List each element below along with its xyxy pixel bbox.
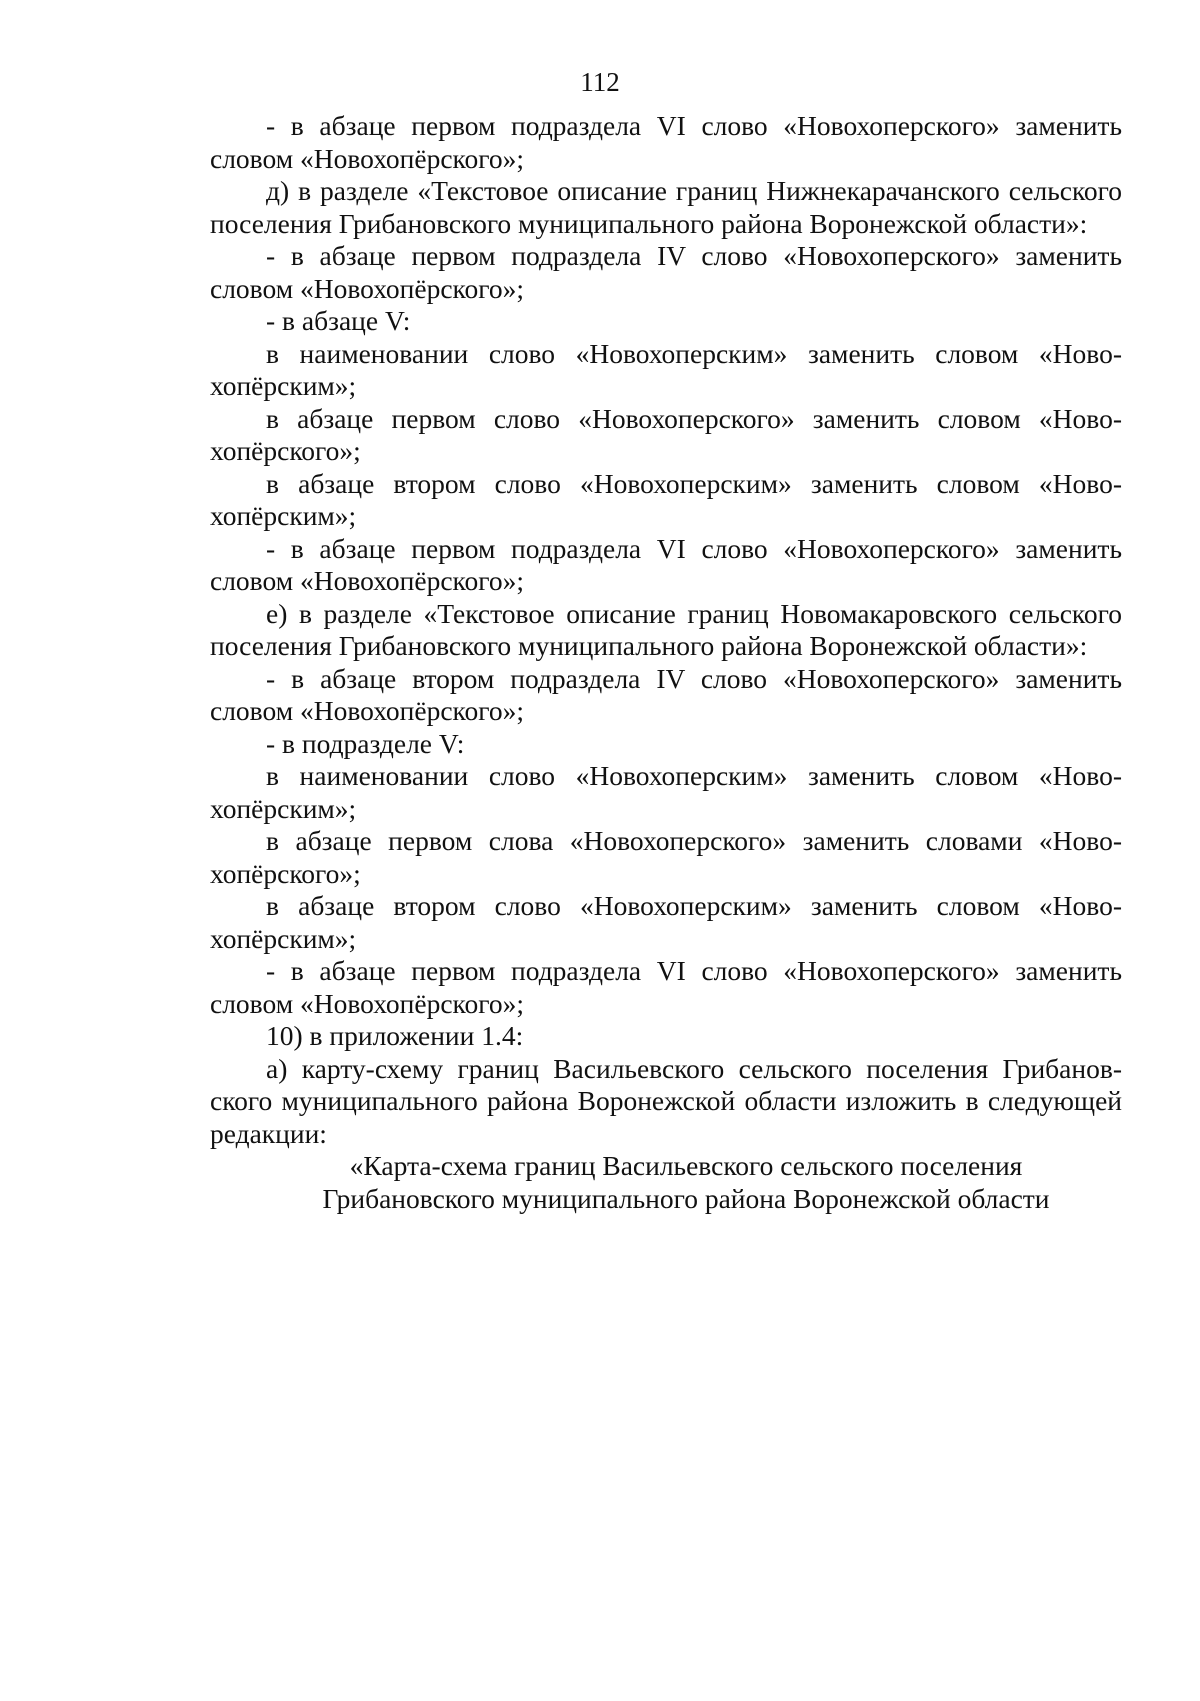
paragraph: - в абзаце первом подраздела IV слово «Новохоперского» заменить словом «Новохопёрского»;: [210, 240, 1122, 304]
paragraph: - в подразделе V:: [266, 727, 465, 759]
paragraph: 10) в приложении 1.4:: [266, 1020, 524, 1051]
paragraph: в наименовании слово «Новохоперским» заменить словом «Новохопёрским»;: [210, 337, 1122, 401]
paragraph: е) в разделе «Текстовое описание границ Новомакаровского сельского поселения Грибановского муниципального района Воронежской области»:: [210, 597, 1122, 661]
paragraph: - в абзаце втором подраздела IV слово «Новохоперского» заменить словом «Новохопёрского»;: [210, 662, 1122, 726]
paragraph: в абзаце втором слово «Новохоперским» заменить словом «Новохопёрским»;: [210, 890, 1122, 954]
paragraph: - в абзаце первом подраздела VI слово «Новохоперского» заменить словом «Новохопёрского»;: [210, 110, 1122, 174]
paragraph: в абзаце первом слово «Новохоперского» заменить словом «Новохопёрского»;: [210, 402, 1122, 466]
page-number: 112: [580, 67, 620, 97]
paragraph: - в абзаце V:: [266, 305, 411, 336]
paragraph: д) в разделе «Текстовое описание границ Нижнекарачанского сельского поселения Грибановского муниципального района Воронежской области»:: [210, 175, 1122, 239]
document-body: [210, 110, 1122, 1215]
paragraph: а) карту-схему границ Васильевского сельского поселения Грибановского муниципального района Воронежской области изложить в следующей редакции:: [210, 1052, 1122, 1149]
map-title-line-2: Грибановского муниципального района Воронежской области: [322, 1182, 1050, 1214]
paragraph: в абзаце втором слово «Новохоперским» заменить словом «Новохопёрским»;: [210, 467, 1122, 531]
map-title-line-1: «Карта-схема границ Васильевского сельского поселения: [349, 1150, 1023, 1181]
paragraph: в наименовании слово «Новохоперским» заменить словом «Новохопёрским»;: [210, 760, 1122, 824]
map-title: [210, 1150, 1122, 1215]
paragraph: в абзаце первом слова «Новохоперского» заменить словами «Новохопёрского»;: [210, 825, 1122, 889]
paragraph: - в абзаце первом подраздела VI слово «Новохоперского» заменить словом «Новохопёрского»;: [210, 955, 1122, 1019]
paragraph: - в абзаце первом подраздела VI слово «Новохоперского» заменить словом «Новохопёрского»;: [210, 532, 1122, 596]
